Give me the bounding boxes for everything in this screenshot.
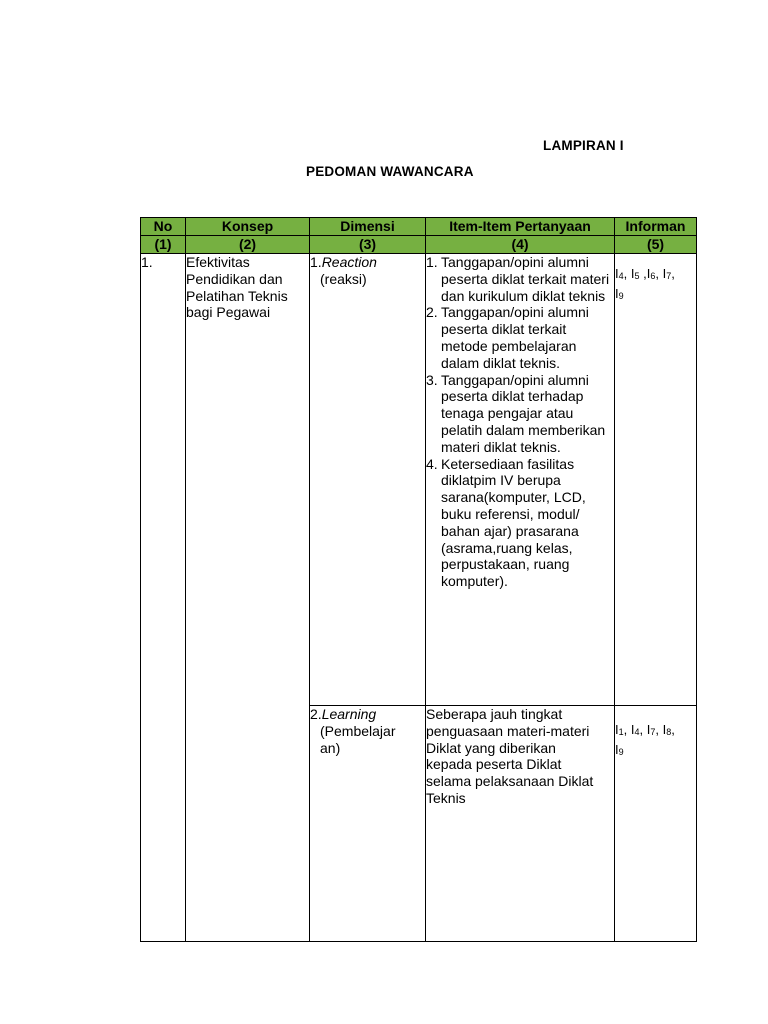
- question-number: 1.: [426, 254, 438, 270]
- dimension-reaction-cell: [310, 254, 426, 706]
- col-number-3: (3): [310, 236, 426, 254]
- concept-cell: [186, 254, 310, 942]
- dimension-name: Reaction: [321, 254, 377, 270]
- question-list: [426, 254, 614, 590]
- col-header-no: No: [141, 218, 186, 236]
- informan-line: $I_1$, $I_4$, $I_7$, $I_8$,: [615, 722, 675, 737]
- question-text: Tanggapan/opini alumni peserta diklat terkait metode pembelajaran dalam diklat teknis.: [441, 304, 589, 371]
- col-number-2: (2): [186, 236, 310, 254]
- document-title: PEDOMAN WAWANCARA: [306, 164, 474, 179]
- col-number-1: (1): [141, 236, 186, 254]
- dimension-learning-cell: [310, 706, 426, 942]
- col-number-4: (4): [426, 236, 615, 254]
- informan-line: $I_9$: [615, 286, 624, 301]
- dimension-subtitle: (reaksi): [320, 270, 367, 287]
- dimension-reaction-title: [310, 254, 425, 271]
- informan-line: $I_4$, $I_5$ $,I_6$, $I_7$,: [615, 266, 675, 281]
- question-text: Tanggapan/opini alumni peserta diklat terhadap tenaga pengajar atau pelatih dalam memberikan materi diklat teknis.: [441, 371, 606, 455]
- questions-learning-cell: [426, 706, 615, 942]
- col-number-5: (5): [615, 236, 697, 254]
- appendix-label: LAMPIRAN I: [543, 138, 624, 153]
- row-number: 1.: [141, 254, 186, 942]
- concept-text: Efektivitas Pendidikan dan Pelatihan Teknis bagi Pegawai: [186, 254, 288, 321]
- question-text: Ketersediaan fasilitas diklatpim IV berupa sarana(komputer, LCD, buku referensi, modul/ bahan ajar) prasarana (asrama,ruang kelas, perpustakaan, ruang komputer).: [441, 455, 586, 590]
- table-row: [141, 254, 697, 706]
- col-header-item-pertanyaan: Item-Item Pertanyaan: [426, 218, 615, 236]
- question-item: [426, 304, 614, 371]
- question-text: Seberapa jauh tingkat penguasaan materi-materi Diklat yang diberikan kepada peserta Diklat selama pelaksanaan Diklat Teknis: [426, 706, 594, 806]
- header-row-labels: [141, 218, 697, 236]
- question-item: [426, 372, 614, 456]
- header-row-numbers: [141, 236, 697, 254]
- informan-learning-cell: [615, 706, 697, 942]
- question-text: Tanggapan/opini alumni peserta diklat terkait materi dan kurikulum diklat teknis: [441, 254, 610, 304]
- question-number: 3.: [426, 371, 438, 388]
- interview-guide-table: [140, 217, 697, 942]
- question-item: [426, 254, 614, 304]
- question-number: 2.: [426, 304, 438, 321]
- informan-reaction-cell: [615, 254, 697, 706]
- col-header-dimensi: Dimensi: [310, 218, 426, 236]
- question-item: [426, 456, 614, 590]
- col-header-konsep: Konsep: [186, 218, 310, 236]
- col-header-informan: Informan: [615, 218, 697, 236]
- dimension-subtitle: (Pembelajar an): [320, 722, 396, 756]
- dimension-learning-title: [310, 706, 425, 723]
- questions-reaction-cell: [426, 254, 615, 706]
- dimension-number: 1.: [310, 254, 322, 270]
- dimension-name: Learning: [321, 706, 377, 722]
- informan-line: $I_9$: [615, 742, 624, 757]
- dimension-number: 2.: [310, 706, 322, 722]
- question-number: 4.: [426, 455, 438, 472]
